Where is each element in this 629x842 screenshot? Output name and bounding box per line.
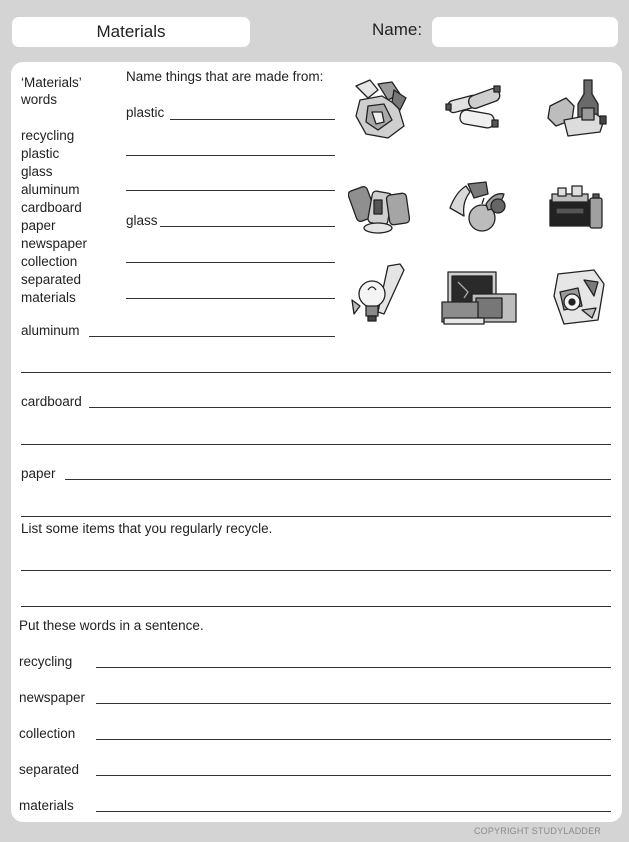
paper-label: paper xyxy=(21,466,56,481)
sentence-answer-line[interactable] xyxy=(96,703,611,704)
glass-label: glass xyxy=(126,213,158,228)
word-bank-word: paper xyxy=(21,218,56,233)
word-bank-word: cardboard xyxy=(21,200,82,215)
worksheet-title: Materials xyxy=(12,17,250,47)
paper-answer-line[interactable] xyxy=(21,516,611,517)
word-bank-heading-2: words xyxy=(21,92,58,107)
sentence-prompt: Put these words in a sentence. xyxy=(19,618,204,633)
plastic-answer-line[interactable] xyxy=(126,155,335,156)
glass-bottles-icon xyxy=(544,76,610,142)
sentence-word: materials xyxy=(19,798,74,813)
glass-answer-line[interactable] xyxy=(160,226,335,227)
word-bank-word: collection xyxy=(21,254,78,269)
name-label: Name: xyxy=(372,20,423,39)
word-bank-word: separated xyxy=(21,272,82,287)
word-bank-heading-1: ‘Materials’ xyxy=(21,75,82,90)
batteries-icon xyxy=(546,180,608,234)
sentence-word: collection xyxy=(19,726,76,741)
paper-waste-icon xyxy=(548,266,610,330)
sentence-word: newspaper xyxy=(19,690,86,705)
recycle-answer-line[interactable] xyxy=(21,606,611,607)
sentence-answer-line[interactable] xyxy=(96,775,611,776)
food-scraps-icon xyxy=(446,178,510,238)
word-bank-word: newspaper xyxy=(21,236,88,251)
plastic-label: plastic xyxy=(126,105,165,120)
cardboard-label: cardboard xyxy=(21,394,82,409)
aluminum-answer-line[interactable] xyxy=(21,372,611,373)
made-from-prompt: Name things that are made from: xyxy=(126,69,324,84)
word-bank-word: aluminum xyxy=(21,182,80,197)
cardboard-answer-line[interactable] xyxy=(21,444,611,445)
cardboard-answer-line[interactable] xyxy=(89,407,611,408)
word-bank-word: glass xyxy=(21,164,53,179)
sentence-word: recycling xyxy=(19,654,73,669)
word-bank-word: plastic xyxy=(21,146,60,161)
plastic-bags-icon xyxy=(348,76,412,142)
recycle-answer-line[interactable] xyxy=(21,570,611,571)
word-bank-word: materials xyxy=(21,290,76,305)
electronics-icon xyxy=(438,268,520,330)
worksheet-body xyxy=(11,62,622,822)
aluminum-label: aluminum xyxy=(21,323,80,338)
glass-answer-line[interactable] xyxy=(126,298,335,299)
sentence-answer-line[interactable] xyxy=(96,667,611,668)
name-field[interactable] xyxy=(432,17,618,47)
sentence-answer-line[interactable] xyxy=(96,739,611,740)
copyright-notice: COPYRIGHT STUDYLADDER xyxy=(473,826,601,836)
sentence-word: separated xyxy=(19,762,80,777)
plastic-answer-line[interactable] xyxy=(170,119,335,120)
aluminum-cans-icon xyxy=(348,178,412,236)
paper-answer-line[interactable] xyxy=(65,479,611,480)
recycle-list-prompt: List some items that you regularly recycle. xyxy=(21,521,273,536)
aluminum-answer-line[interactable] xyxy=(89,336,335,337)
light-bulb-icon xyxy=(348,262,412,328)
glass-answer-line[interactable] xyxy=(126,262,335,263)
sentence-answer-line[interactable] xyxy=(96,811,611,812)
plastic-bottles-icon xyxy=(444,82,508,138)
plastic-answer-line[interactable] xyxy=(126,190,335,191)
word-bank-word: recycling xyxy=(21,128,75,143)
